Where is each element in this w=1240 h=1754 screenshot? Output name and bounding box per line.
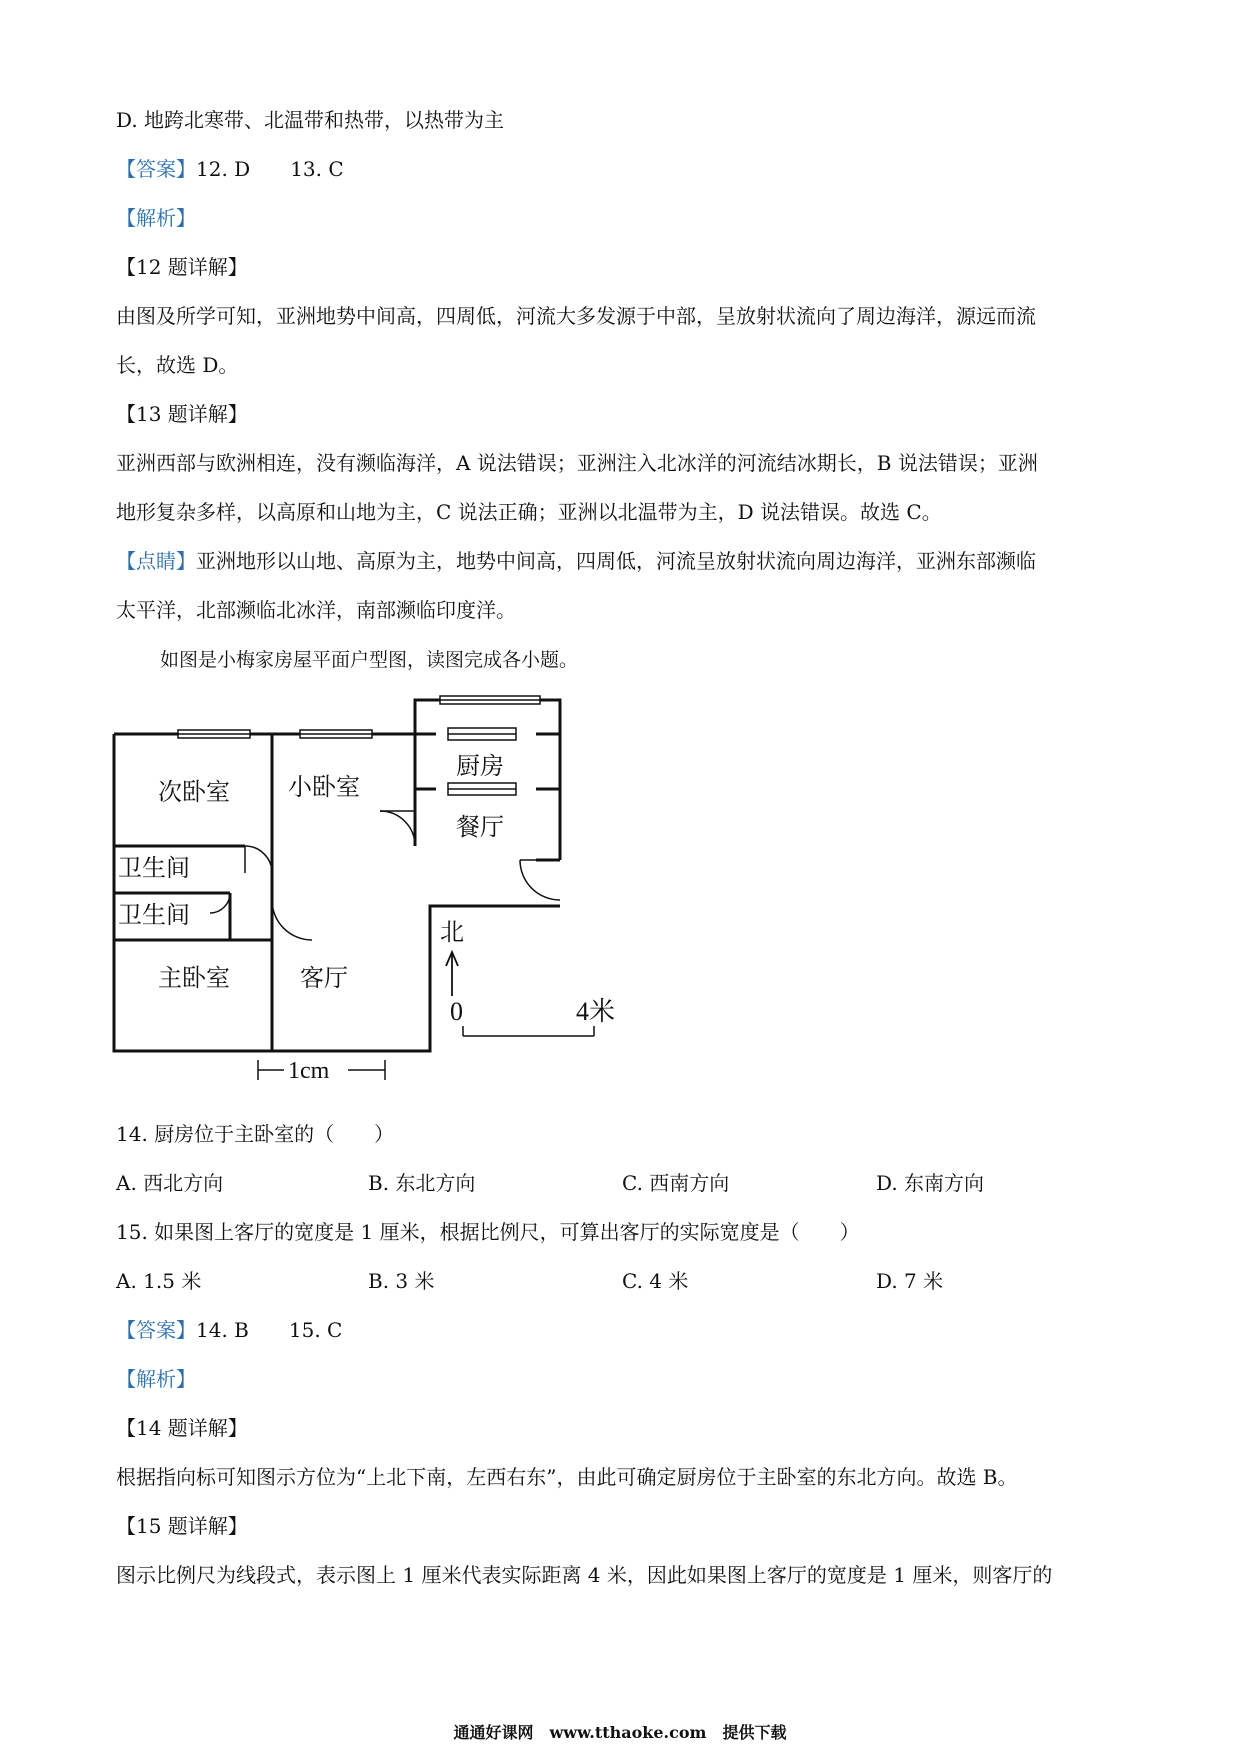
q15-option-b: B. 3 米 (368, 1269, 435, 1293)
room-second-bedroom: 次卧室 (158, 780, 230, 806)
door-swing-2 (210, 893, 230, 913)
scale-zero-label: 0 (450, 997, 463, 1026)
room-master-bedroom: 主卧室 (158, 966, 230, 992)
q14-option-b: B. 东北方向 (368, 1171, 476, 1195)
analysis-tag: 【解析】 (116, 206, 196, 230)
page-footer: 通通好课网 www.tthaoke.com 提供下载 (453, 1723, 787, 1742)
q15-option-d: D. 7 米 (876, 1269, 944, 1293)
answer-13: 13. C (290, 157, 344, 181)
room-dining: 餐厅 (456, 815, 504, 841)
question-15: 15. 如果图上客厅的宽度是 1 厘米，根据比例尺，可算出客厅的实际宽度是（ ） (116, 1220, 860, 1244)
north-label: 北 (440, 920, 464, 946)
detail-12-title: 【12 题详解】 (116, 255, 248, 279)
door-swing-1 (245, 846, 272, 873)
detail-14-title: 【14 题详解】 (116, 1416, 248, 1440)
scale-bar (463, 1026, 594, 1036)
q14-option-d: D. 东南方向 (876, 1171, 985, 1195)
detail-13-text-1: 亚洲西部与欧洲相连，没有濒临海洋，A 说法错误；亚洲注入北冰洋的河流结冰期长，B 说法错误；亚洲 (116, 451, 1038, 475)
room-kitchen: 厨房 (456, 754, 504, 780)
floor-plan-diagram (100, 690, 640, 1090)
answer-tag: 【答案】 (116, 157, 196, 181)
door-swing-3 (272, 900, 312, 940)
q14-option-a: A. 西北方向 (116, 1171, 224, 1195)
answer-12: 12. D (196, 157, 251, 181)
detail-12-text-1: 由图及所学可知，亚洲地势中间高，四周低，河流大多发源于中部，呈放射状流向了周边海洋，源远而流 (116, 304, 1036, 328)
q13-option-d: D. 地跨北寒带、北温带和热带，以热带为主 (116, 108, 505, 132)
q15-option-a: A. 1.5 米 (116, 1269, 202, 1293)
detail-13-text-2: 地形复杂多样，以高原和山地为主，C 说法正确；亚洲以北温带为主，D 说法错误。故选 C。 (116, 500, 942, 524)
intro-text: 如图是小梅家房屋平面户型图，读图完成各小题。 (160, 649, 579, 671)
answer-tag-2: 【答案】 (116, 1318, 196, 1342)
room-small-bedroom: 小卧室 (288, 775, 360, 801)
answer-15: 15. C (288, 1318, 343, 1342)
room-living: 客厅 (300, 966, 348, 992)
dianjing-text-1: 亚洲地形以山地、高原为主，地势中间高，四周低，河流呈放射状流向周边海洋，亚洲东部濒临 (196, 549, 1036, 573)
door-swing-5 (520, 860, 560, 900)
room-bathroom-1: 卫生间 (118, 856, 190, 882)
door-swing-4 (380, 811, 415, 846)
dianjing-line-1 (116, 549, 1036, 573)
q15-option-c: C. 4 米 (622, 1269, 689, 1293)
detail-15-title: 【15 题详解】 (116, 1514, 248, 1538)
question-14: 14. 厨房位于主卧室的（ ） (116, 1122, 395, 1146)
answer-14: 14. B (196, 1318, 249, 1342)
scale-end-label: 4米 (576, 997, 616, 1026)
room-bathroom-2: 卫生间 (118, 903, 190, 929)
answer-line-2 (116, 1318, 342, 1342)
detail-14-text-1: 根据指向标可知图示方位为“上北下南，左西右东”，由此可确定厨房位于主卧室的东北方向。故选 B。 (116, 1465, 1018, 1489)
dianjing-text-2: 太平洋，北部濒临北冰洋，南部濒临印度洋。 (116, 598, 516, 622)
dianjing-tag: 【点睛】 (116, 549, 196, 573)
answer-line-1 (116, 157, 344, 181)
analysis-tag-2: 【解析】 (116, 1367, 196, 1391)
detail-15-text-1: 图示比例尺为线段式，表示图上 1 厘米代表实际距离 4 米，因此如果图上客厅的宽度是 1 厘米，则客厅的 (116, 1563, 1053, 1587)
q14-option-c: C. 西南方向 (622, 1171, 730, 1195)
detail-12-text-2: 长，故选 D。 (116, 353, 239, 377)
north-arrow-icon (446, 952, 458, 996)
cm-label: 1cm (288, 1058, 330, 1084)
detail-13-title: 【13 题详解】 (116, 402, 248, 426)
